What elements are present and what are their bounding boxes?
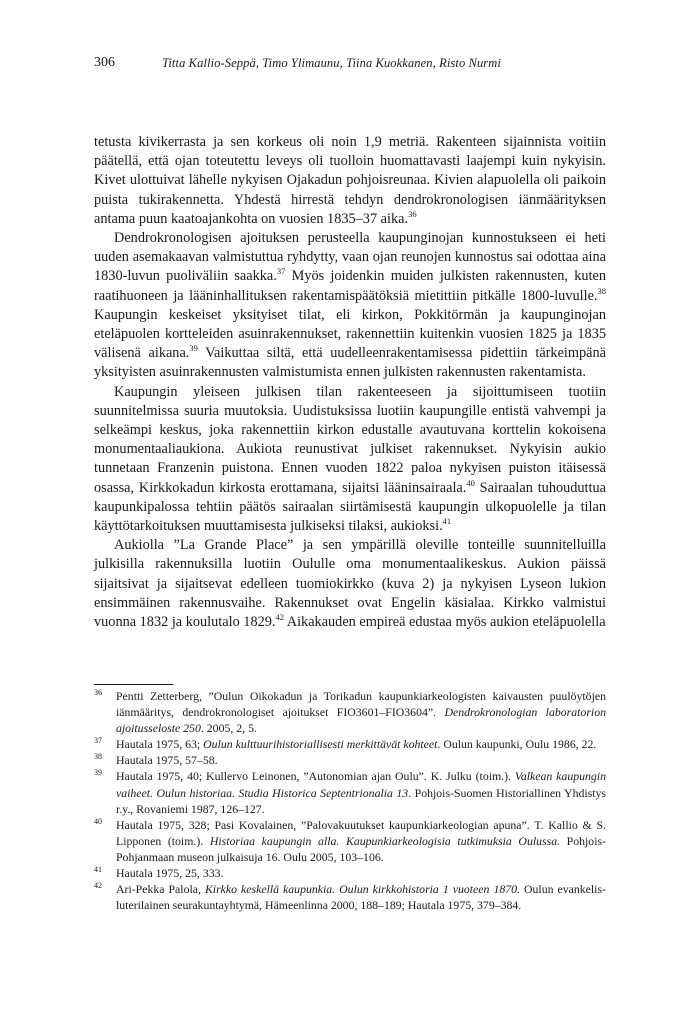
footnote-ref-38[interactable]: 38 bbox=[597, 285, 606, 296]
footnote-41: 41 Hautala 1975, 25, 333. bbox=[94, 865, 224, 881]
footnote-ref-39[interactable]: 39 bbox=[189, 343, 198, 354]
paragraph-2: Dendrokronologisen ajoituksen perusteella kaupunginojan kunnostukseen ei heti uuden asemakaavan valmistuttua ryhdytty, vaan ojan reunojen kunnostus sai odottaa aina 1830-luvun puoliväliin saakka.$^{37}$ Myös joidenkin muiden julkisten rakennusten, kuten raatihuoneen ja lääninhallituksen rakentamispäätöksiä mietittiin pitkälle 1800-luvulle.$^{38}$ Kaupungin keskeiset yksityiset tilat, eli kirkon, Pokkitörmän ja kaupunginojan eteläpuolen kortteleiden asuinrakennukset, rakennettiin kuitenkin vuosien 1825 ja 1835 välisenä aikana.$^{39}$ Vaikuttaa siltä, että uudelleenrakentamisessa pidettiin tärkeimpänä yksityisten asuinrakennusten valmistumista ennen julkisten rakennusten rakentamista. bbox=[94, 230, 607, 381]
footnote-ref-40[interactable]: 40 bbox=[466, 477, 475, 488]
paragraph-4: Aukiolla ”La Grande Place” ja sen ympärillä oleville tonteille suunnitelluilla julkisilla rakennuksilla luotiin Oululle oma monumentaalikeskus. Aukion päissä sijaitsivat ja sijaitsevat edelleen tuomiokirkko (kuva 2) ja nykyisen Lyseon lukion ensimmäinen rakennusvaihe. Rakennukset ovat Engelin käsialaa. Kirkko valmistui vuonna 1832 ja koulutalo 1829.42 Aikakauden empireä edustaa myös aukion eteläpuolella bbox=[94, 537, 606, 631]
footnote-separator bbox=[94, 684, 173, 685]
footnote-ref-37[interactable]: 37 bbox=[276, 266, 286, 277]
footnote-ref-36[interactable]: 36 bbox=[408, 209, 417, 220]
footnote-42: 42 Ari-Pekka Palola, Kirkko keskellä kaupunkia. Oulun kirkkohistoria 1 vuoteen 1870. Oulun evankelis-luterilainen seurakuntayhtymä, Hämeenlinna 2000, 188–189; Hautala 1975, 379–384. bbox=[94, 881, 606, 913]
paragraph-1: tetusta kivikerrasta ja sen korkeus oli noin 1,9 metriä. Rakenteen sijainnista voitiin päätellä, että ojan toteutettu leveys oli tuolloin huomattavasti laajempi kuin nykyisin. Kivet ulottuivat lähelle nykyisen Ojakadun pohjoisreunaa. Kivien alapuolella oli paikoin puista tukirakennetta. Yhdestä hirrestä tehdyn dendrokronologisen iänmäärityksen antama puun kaatoajankohta on vuosien 1835–37 aika.$^{36}$ bbox=[94, 134, 606, 227]
body-text bbox=[94, 133, 606, 632]
footnote-39: 39 Hautala 1975, 40; Kullervo Leinonen, ”Autonomian ajan Oulu”. K. Julku (toim.). Valkean kaupungin vaiheet. Oulun historiaa. Studia Historica Septentrionalia 13. Pohjois-Suomen Historiallinen Yhdistys r.y., Rovaniemi 1987, 126–127. bbox=[94, 768, 606, 816]
footnote-37: 37 Hautala 1975, 63; Oulun kulttuurihistoriallisesti merkittävät kohteet. Oulun kaupunki, Oulu 1986, 22. bbox=[94, 736, 597, 752]
footnote-ref-42[interactable]: 42 bbox=[275, 612, 284, 623]
footnote-38: 38 Hautala 1975, 57–58. bbox=[94, 752, 218, 768]
page-number: 306 bbox=[94, 55, 115, 70]
paragraph-3: Kaupungin yleiseen julkisen tilan rakenteeseen ja sijoittumiseen tuotiin suunnitelmissa suuria muutoksia. Uudistuksissa luotiin kaupungille entistä vahvempi ja selkeämpi keskus, joka rakennettiin kirkon edustalle avautuvana korttelin kokoisena monumentaaliaukiona. Aukiota reunustivat julkiset rakennukset. Nykyisin aukio tunnetaan Franzenin puistona. Ennen vuoden 1822 paloa nykyisen puiston itäisessä osassa, Kirkkokadun kirkosta erottamana, sijaitsi lääninsairaala.$^{40}$ Sairaalan tuhouduttua kaupunkipalossa tehtiin päätös sairaalan siirtämisestä kaupungin ulkopuolelle ja tilan käyttötarkoituksen muuttamisesta julkiseksi tilaksi, aukioksi.$^{41}$ bbox=[94, 383, 606, 535]
footnote-ref-41[interactable]: 41 bbox=[442, 516, 452, 527]
footnote-36: 36 Pentti Zetterberg, ”Oulun Oikokadun ja Torikadun kaupunkiarkeologisten kaivausten puulöytöjen iänmääritys, dendrokronologiset ajoitukset FIO3601–FIO3604”. Dendrokronologian laboratorion ajoitusseloste 250. 2005, 2, 5. bbox=[94, 688, 606, 736]
page-header bbox=[94, 54, 606, 72]
footnote-40: 40 Hautala 1975, 328; Pasi Kovalainen, ”Palovakuutukset kaupunkiarkeologian apuna”. T. Kallio & S. Lipponen (toim.). Historiaa kaupungin alla. Kaupunkiarkeologisia tutkimuksia Oulussa. Pohjois-Pohjanmaan museon julkaisuja 16. Oulu 2005, 103–106. bbox=[94, 816, 606, 864]
running-head-authors: Titta Kallio-Seppä, Timo Ylimaunu, Tiina Kuokkanen, Risto Nurmi bbox=[162, 56, 501, 70]
footnotes bbox=[94, 688, 606, 913]
